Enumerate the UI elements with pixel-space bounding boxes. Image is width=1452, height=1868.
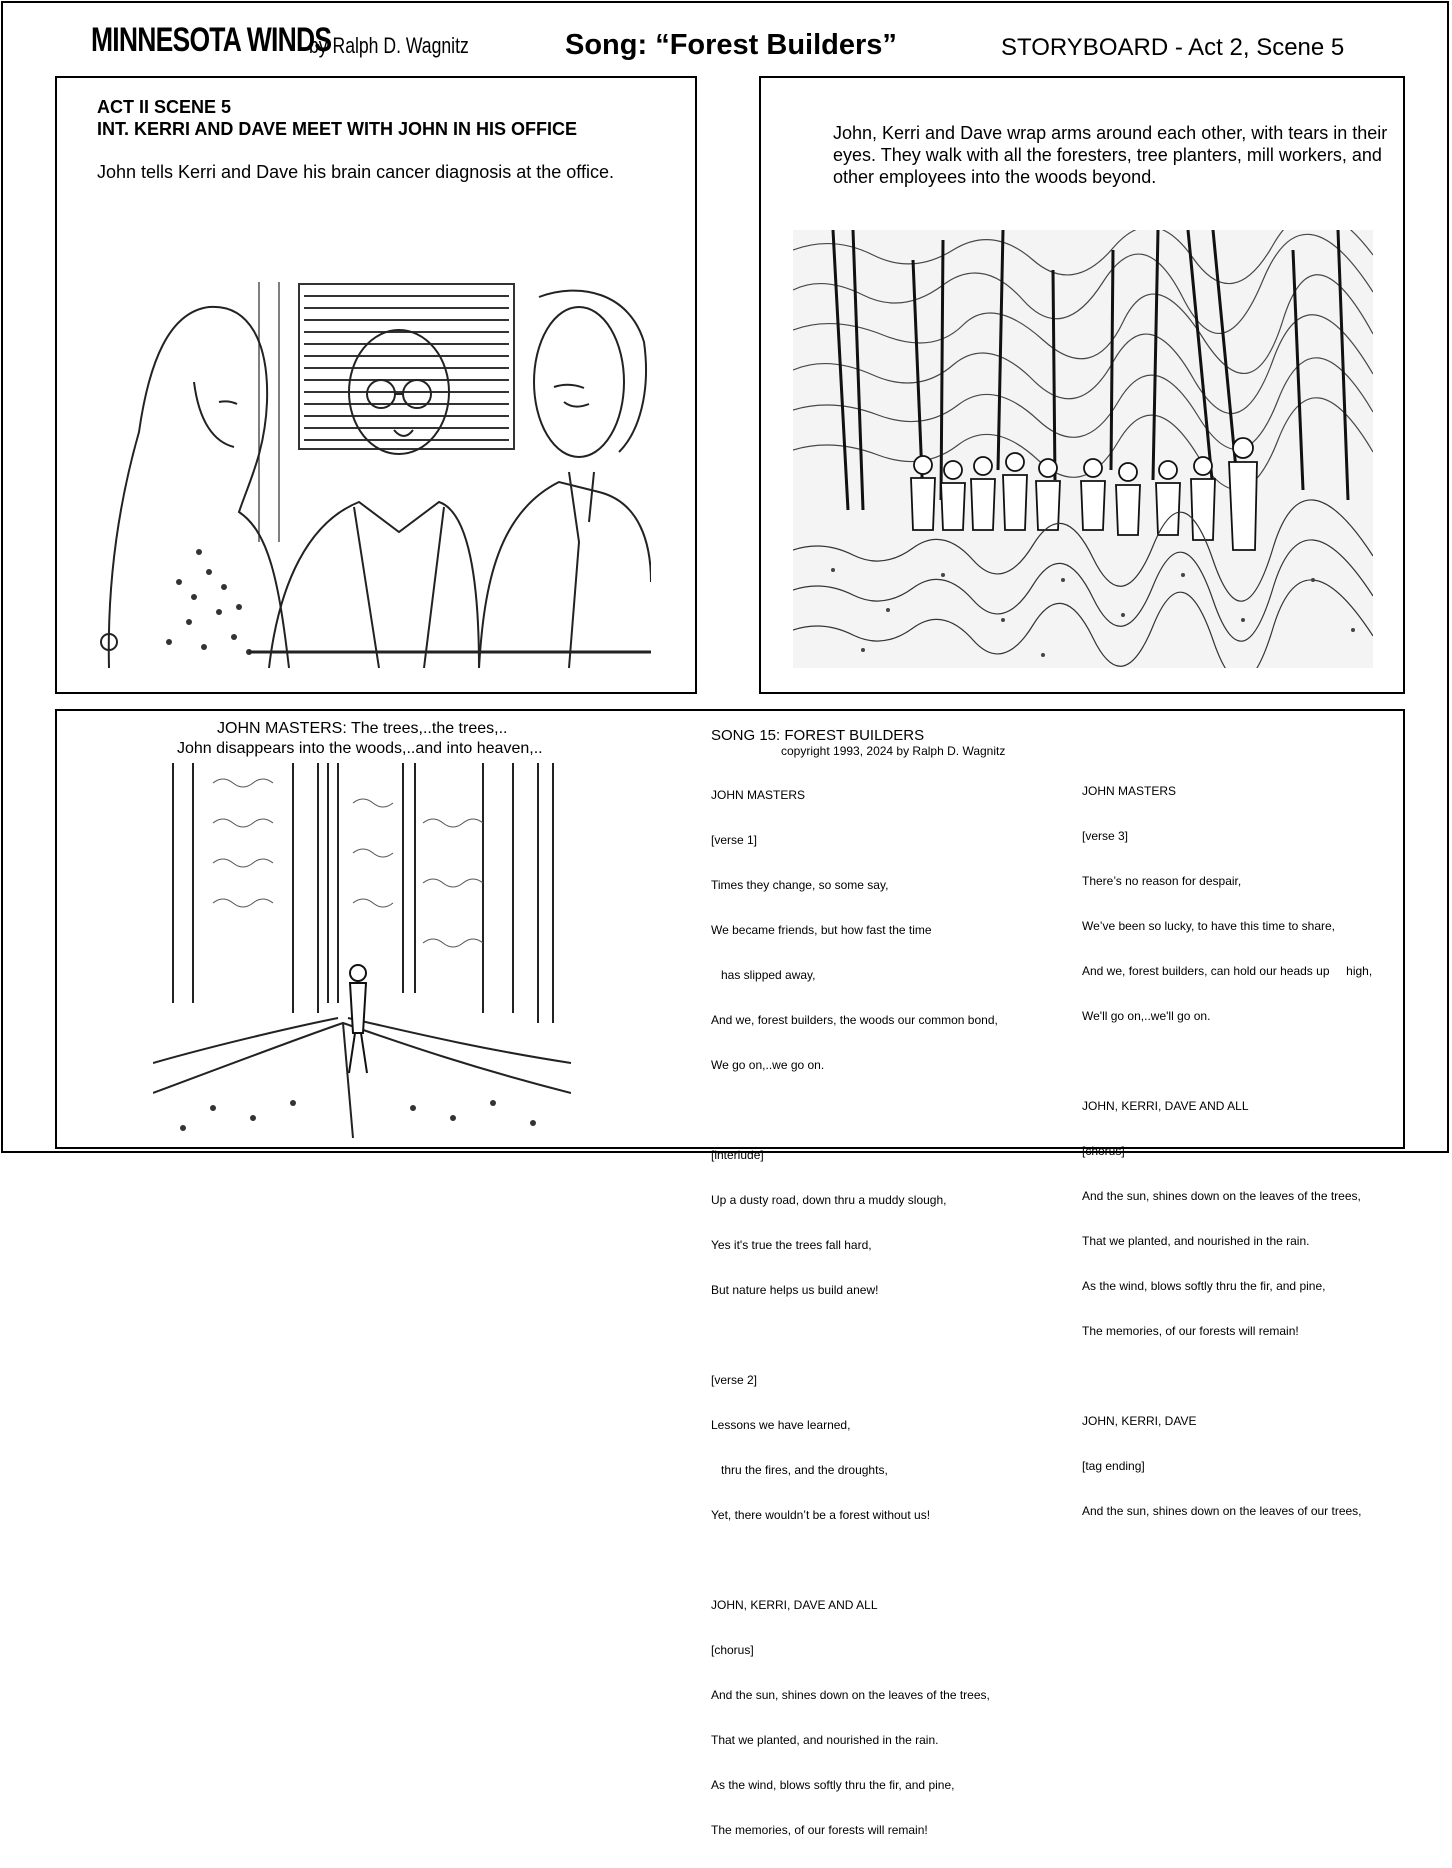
lyric-line: And the sun, shines down on the leaves of the trees, [1082, 1189, 1361, 1203]
lyric-line: [verse 2] [711, 1373, 758, 1387]
lyric-line [711, 1328, 998, 1343]
lyric-line: JOHN, KERRI, DAVE AND ALL [1082, 1099, 1249, 1113]
lyric-line: [verse 3] [1082, 829, 1129, 843]
lyric-line: That we planted, and nourished in the rain. [1082, 1234, 1310, 1248]
song-heading: Song: “Forest Builders” [565, 29, 897, 61]
lyric-line: Up a dusty road, down thru a muddy slough, [711, 1193, 947, 1207]
lyric-line: JOHN, KERRI, DAVE [1082, 1414, 1197, 1428]
scene-panel-office [55, 76, 697, 694]
lyric-line: has slipped away, [711, 968, 816, 982]
woods-path-sketch-image [153, 763, 571, 1138]
lyric-line: Lessons we have learned, [711, 1418, 851, 1432]
lyric-line: JOHN MASTERS [711, 788, 806, 802]
lyric-line [1082, 1369, 1372, 1384]
scene-panel-forest-walk [759, 76, 1405, 694]
lyric-line: [tag ending] [1082, 1459, 1145, 1473]
scene-heading-line2: INT. KERRI AND DAVE MEET WITH JOHN IN HIS OFFICE [97, 119, 578, 139]
lyric-line: Times they change, so some say, [711, 878, 889, 892]
lyric-line: [interlude] [711, 1148, 764, 1162]
lyric-line: We became friends, but how fast the time [711, 923, 932, 937]
lyric-line: JOHN MASTERS [1082, 784, 1177, 798]
lyric-line: [chorus] [1082, 1144, 1125, 1158]
lyric-line: And the sun, shines down on the leaves of the trees, [711, 1688, 990, 1702]
lyric-line [711, 1553, 998, 1568]
lyric-line: And the sun, shines down on the leaves of our trees, [1082, 1504, 1362, 1518]
lyric-line: As the wind, blows softly thru the fir, and pine, [1082, 1279, 1326, 1293]
lyric-line: [verse 1] [711, 833, 758, 847]
lyric-line: Yes it's true the trees fall hard, [711, 1238, 872, 1252]
scene-panel-song [55, 709, 1405, 1837]
lyrics-column-2 [1082, 754, 1372, 1549]
lyric-line: [chorus] [711, 1643, 754, 1657]
author-byline: by Ralph D. Wagnitz [309, 33, 469, 58]
lyric-line: We’ve been so lucky, to have this time to share, [1082, 919, 1336, 933]
lyric-line: We'll go on,..we'll go on. [1082, 1009, 1211, 1023]
lyric-line: But nature helps us build anew! [711, 1283, 879, 1297]
lyric-line: And we, forest builders, can hold our heads up high, [1082, 964, 1373, 978]
office-sketch-image [99, 282, 651, 668]
lyric-line [1082, 1054, 1372, 1069]
scene-description: John tells Kerri and Dave his brain cancer diagnosis at the office. [97, 162, 614, 182]
storyboard-page [1, 1, 1449, 1837]
song-title: SONG 15: FOREST BUILDERS [711, 727, 925, 744]
action-caption: John disappears into the woods,..and into heaven,.. [177, 740, 543, 757]
song-copyright: copyright 1993, 2024 by Ralph D. Wagnitz [781, 744, 1006, 758]
lyrics-column-1 [711, 758, 998, 1868]
lyric-line: The memories, of our forests will remain! [1082, 1324, 1299, 1338]
scene-heading [97, 96, 577, 140]
scene-description: John, Kerri and Dave wrap arms around each other, with tears in their eyes. They walk with all the foresters, tree planters, mill workers, and other employees into the woods beyond. [833, 123, 1388, 187]
forest-crowd-sketch-image [793, 230, 1373, 668]
lyric-line: As the wind, blows softly thru the fir, and pine, [711, 1778, 955, 1792]
scene-heading-line1: ACT II SCENE 5 [97, 97, 232, 117]
lyric-line: We go on,..we go on. [711, 1058, 825, 1072]
lyric-line: Yet, there wouldn’t be a forest without us! [711, 1508, 931, 1522]
lyric-line: That we planted, and nourished in the rain. [711, 1733, 939, 1747]
lyric-line [711, 1103, 998, 1118]
storyboard-label: STORYBOARD - Act 2, Scene 5 [1001, 34, 1345, 61]
lyric-line: JOHN, KERRI, DAVE AND ALL [711, 1598, 878, 1612]
lyric-line: thru the fires, and the droughts, [711, 1463, 888, 1477]
show-title: MINNESOTA WINDS [91, 21, 332, 59]
lyric-line: There’s no reason for despair, [1082, 874, 1242, 888]
dialogue-caption: JOHN MASTERS: The trees,..the trees,.. [217, 720, 508, 737]
lyric-line: And we, forest builders, the woods our common bond, [711, 1013, 998, 1027]
lyric-line: The memories, of our forests will remain! [711, 1823, 928, 1837]
